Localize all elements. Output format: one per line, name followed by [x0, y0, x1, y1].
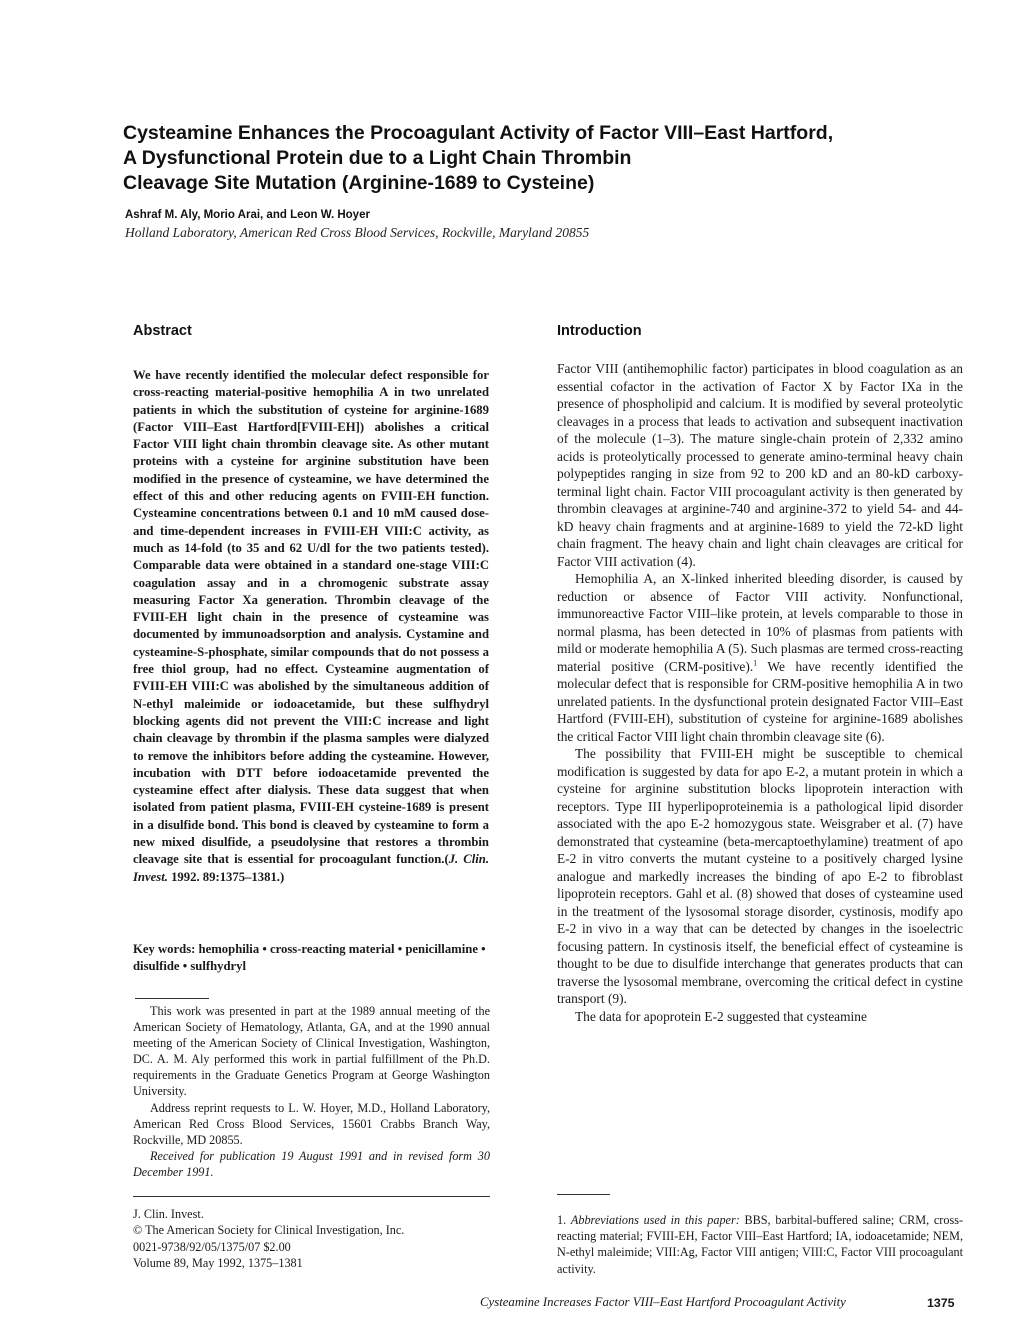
abstract-heading: Abstract: [133, 323, 192, 339]
intro-paragraph-2: [557, 570, 963, 745]
footnote-block: [133, 1003, 490, 1180]
journal-rule: [133, 1196, 490, 1197]
footnote-1-rule: [557, 1194, 610, 1195]
introduction-heading: Introduction: [557, 323, 642, 339]
abstract-text: [133, 367, 489, 886]
abstract-body: We have recently identified the molecular defect responsible for cross-reacting material-positive hemophilia A in two unrelated patients in which the substitution of cysteine for arginine-1689 (Factor VIII–East Hartford[FVIII-EH]) abolishes a critical Factor VIII light chain thrombin cleavage site. As other mutant proteins with a cysteine for arginine substitution have been modified in the presence of cysteamine, we have determined the effect of this and other reducing agents on FVIII-EH function. Cysteamine concentrations between 0.1 and 10 mM caused dose- and time-dependent increases in FVIII-EH VIII:C activity, as much as 14-fold (to 35 and 62 U/dl for the two patients tested). Comparable data were obtained in a standard one-stage VIII:C coagulation assay and in a chromogenic substrate assay measuring Factor Xa generation. Thrombin cleavage of the FVIII-EH light chain in the presence of cysteamine was documented by immunoadsorption and analysis. Cystamine and cysteamine-S-phosphate, similar compounds that do not possess a free thiol group, had no effect. Cysteamine augmentation of FVIII-EH VIII:C was abolished by the simultaneous addition of N-ethyl maleimide or iodoacetamide, but these sulfhydryl blocking agents did not prevent the VIII:C increase and light chain cleavage by thrombin if the plasma samples were dialyzed to remove the inhibitors before adding the cysteamine. However, incubation with DTT before iodoacetamide prevented the cysteamine effect after dialysis. These data suggest that when isolated from patient plasma, FVIII-EH cysteine-1689 is present in a disulfide bond. This bond is cleaved by cysteamine to form a new mixed disulfide, a pseudolysine that restores a thrombin cleavage site that is essential for procoagulant function.: [133, 368, 489, 867]
footnote-ref-1: 1: [753, 658, 758, 668]
title-line-2: A Dysfunctional Protein due to a Light Chain Thrombin: [123, 147, 632, 169]
footnote-presented: This work was presented in part at the 1989 annual meeting of the American Society of Hematology, Atlanta, GA, and at the 1990 annual meeting of the American Society of Clinical Investigation, Washington, DC. A. M. Aly performed this work in partial fulfillment of the Ph.D. requirements in the Graduate Genetics Program at George Washington University.: [133, 1004, 490, 1099]
page-number: 1375: [927, 1296, 955, 1310]
intro-p2-part-a: Hemophilia A, an X-linked inherited bleeding disorder, is caused by reduction or absence of Factor VIII activity. Nonfunctional, immunoreactive Factor VIII–like protein, at levels comparable to those in normal plasma, has been detected in 10% of plasmas from patients with mild or moderate hemophilia A (5). Such plasmas are termed cross-reacting material positive (CRM-positive).: [557, 571, 963, 674]
citation-rest: 1992. 89:1375–1381.): [167, 869, 285, 884]
running-title: Cysteamine Increases Factor VIII–East Hartford Procoagulant Activity: [480, 1295, 846, 1309]
copyright: © The American Society for Clinical Investigation, Inc.: [133, 1223, 405, 1238]
intro-paragraph-4: The data for apoprotein E-2 suggested that cysteamine: [575, 1008, 867, 1024]
footnote-1-text: BBS, barbital-buffered saline; CRM, cross-reacting material; FVIII-EH, Factor VIII–East Hartford; IA, iodoacetamide; NEM, N-ethyl maleimide; VIII:Ag, Factor VIII antigen; VIII:C, Factor VIII procoagulant activity.: [557, 1213, 964, 1276]
introduction-text: [557, 360, 963, 1025]
journal-name: J. Clin. Invest.: [133, 1207, 204, 1221]
volume-info: Volume 89, May 1992, 1375–1381: [133, 1256, 303, 1271]
intro-paragraph-1: Factor VIII (antihemophilic factor) participates in blood coagulation as an essential cofactor in the activation of Factor X by Factor IXa in the presence of phospholipid and calcium. It is modified by several proteolytic cleavages in a process that leads to activation and subsequent inactivation of the molecule (1–3). The mature single-chain protein of 2,332 amino acids is proteolytically processed to generate amino-terminal heavy chain polypeptides ranging in size from 92 to 200 kD and an 80-kD carboxy-terminal light chain. Factor VIII procoagulant activity is then generated by thrombin cleavages at arginine-740 and arginine-372 to yield 54- and 44-kD heavy chain fragments and at arginine-1689 to yield the 72-kD light chain fragment. The heavy chain and light chain cleavages are critical for Factor VIII activation (4).: [557, 361, 963, 569]
title-line-1: Cysteamine Enhances the Procoagulant Activity of Factor VIII–East Hartford,: [123, 122, 834, 144]
title-line-3: Cleavage Site Mutation (Arginine-1689 to Cysteine): [123, 172, 595, 194]
citation-open: (: [444, 852, 449, 867]
footnote-1-number: 1.: [557, 1213, 571, 1227]
intro-p2-part-b: We have recently identified the molecular defect that is responsible for CRM-positive hemophilia A in two unrelated patients. In the dysfunctional protein designated Factor VIII–East Hartford (FVIII-EH), substitution of cysteine for arginine-1689 abolishes the critical Factor VIII light chain thrombin cleavage site (6).: [557, 658, 964, 744]
footnote-abbreviations: [557, 1212, 963, 1277]
issn-price: 0021-9738/92/05/1375/07 $2.00: [133, 1239, 291, 1254]
affiliation: Holland Laboratory, American Red Cross Blood Services, Rockville, Maryland 20855: [125, 225, 590, 240]
intro-paragraph-3: The possibility that FVIII-EH might be susceptible to chemical modification is suggested by data for apo E-2, a mutant protein in which a cysteine for arginine substitution blocks lipoprotein interaction with receptors. Type III hyperlipoproteinemia is a pathological lipid disorder associated with the apo E-2 homozygous state. Weisgraber et al. (7) have demonstrated that cysteamine (beta-mercaptoethylamine) treatment of apo E-2 in vitro converts the mutant cysteine to a positively charged lysine analogue and markedly increases the binding of apo E-2 to fibroblast lipoprotein receptors. Gahl et al. (8) showed that doses of cysteamine used in the treatment of the lysosomal storage disorder, cystinosis, modify apo E-2 in vivo in a way that can be detected by changes in the isoelectric focusing pattern. In cystinosis itself, the beneficial effect of cysteamine is thought to be due to disulfide interchange that generates products that can traverse the lysosomal membrane, overcoming the critical defect in cystine transport (9).: [557, 746, 963, 1006]
footnote-received: Received for publication 19 August 1991 and in revised form 30 December 1991.: [133, 1148, 490, 1179]
keywords: Key words: hemophilia • cross-reacting material • penicillamine • disulfide • sulfhydryl: [133, 942, 486, 974]
author-list: Ashraf M. Aly, Morio Arai, and Leon W. Hoyer: [125, 209, 370, 221]
footnote-rule: [135, 998, 209, 999]
citation-journal: J. Clin. Invest.: [133, 852, 490, 884]
footnote-1-label: Abbreviations used in this paper:: [570, 1213, 740, 1227]
footnote-address: Address reprint requests to L. W. Hoyer, M.D., Holland Laboratory, American Red Cross Blood Services, 15601 Crabbs Branch Way, Rockville, MD 20855.: [133, 1100, 490, 1147]
journal-info: [133, 1206, 490, 1272]
article-title: [123, 121, 963, 196]
